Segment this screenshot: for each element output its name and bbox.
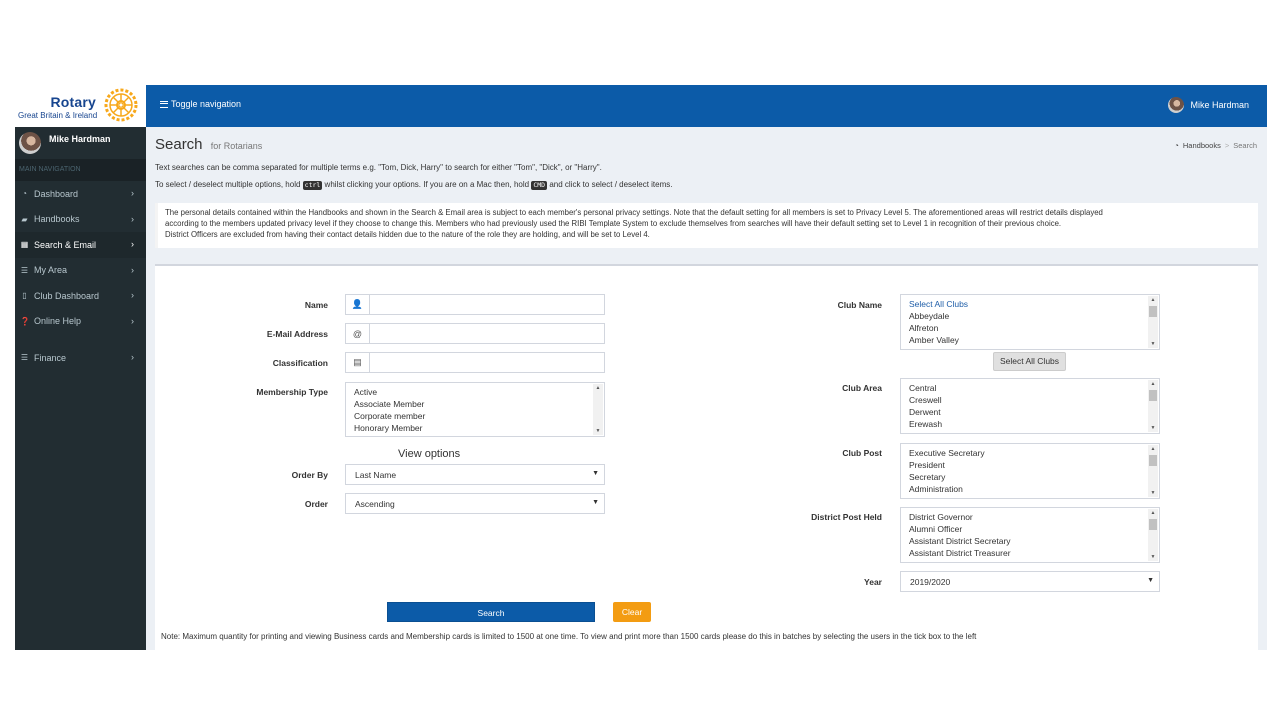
breadcrumb-home-link[interactable]: Handbooks — [1182, 141, 1221, 150]
chevron-right-icon: › — [131, 352, 134, 362]
scrollbar[interactable] — [593, 384, 603, 435]
building-icon: ▯ — [22, 291, 27, 301]
user-menu[interactable] — [1168, 97, 1249, 113]
classification-input[interactable] — [370, 353, 604, 372]
name-input[interactable] — [370, 295, 604, 314]
app-window — [15, 85, 1267, 650]
sidebar-item-label: Club Dashboard — [34, 290, 100, 301]
caret-down-icon: ▼ — [592, 470, 599, 477]
scroll-down-icon: ▼ — [1150, 554, 1156, 560]
sidebar-item-my-area[interactable] — [15, 258, 146, 284]
privacy-line: District Officers are excluded from having their contact details hidden due to the nature of the role they are holding, and will be set to Level 4. — [165, 230, 650, 239]
page-title-text: Search — [155, 136, 203, 153]
membership-option[interactable]: Honorary Member — [354, 423, 423, 433]
at-icon: @ — [346, 324, 370, 343]
main-content — [146, 127, 1267, 650]
multiselect-hint — [155, 180, 673, 190]
avatar — [1168, 97, 1184, 113]
district-post-option[interactable]: District Governor — [909, 512, 973, 522]
toggle-navigation-label: Toggle navigation — [171, 99, 242, 109]
sidebar-item-label: Dashboard — [34, 188, 79, 199]
chevron-right-icon: › — [131, 315, 134, 326]
privacy-line: according to the members updated privacy level if they choose to change this. Members who had previously used the RIBI Template System to exclude themselves from searches will have their default setting set to Level 1 in recognition of their previous choice. — [165, 219, 1062, 228]
scroll-thumb[interactable] — [1149, 519, 1157, 530]
sidebar-item-label: Online Help — [34, 316, 82, 327]
breadcrumb-current: Search — [1233, 141, 1257, 150]
scroll-up-icon: ▲ — [1150, 297, 1156, 303]
select-all-clubs-button[interactable]: Select All Clubs — [993, 352, 1066, 371]
search-hint-text: Text searches can be comma separated for multiple terms e.g. "Tom, Dick, Harry" to search for either "Tom", "Dick", or "Harry". — [155, 163, 602, 172]
club-post-option[interactable]: President — [909, 460, 945, 470]
search-button[interactable]: Search — [387, 602, 595, 622]
order-by-label: Order By — [291, 470, 328, 480]
email-input[interactable] — [370, 324, 604, 343]
scrollbar[interactable] — [1148, 296, 1158, 348]
scroll-up-icon: ▲ — [1150, 510, 1156, 516]
scroll-down-icon: ▼ — [1150, 341, 1156, 347]
order-select[interactable] — [345, 493, 605, 514]
district-post-option[interactable]: Assistant District Treasurer — [909, 548, 1011, 558]
sidebar-item-label: Handbooks — [34, 214, 80, 225]
club-name-label: Club Name — [837, 300, 882, 310]
email-field[interactable] — [345, 323, 605, 344]
book-icon: ▰ — [21, 214, 28, 224]
club-area-option[interactable]: Erewash — [909, 419, 943, 429]
chevron-right-icon: › — [131, 264, 134, 275]
scrollbar[interactable] — [1148, 445, 1158, 497]
classification-field[interactable] — [345, 352, 605, 373]
privacy-line: The personal details contained within the Handbooks and shown in the Search & Email area is subject to each member's personal privacy settings. Note that the default setting for all members is set to Privacy Level 5. The aforementioned areas will restrict details displayed — [165, 208, 1103, 217]
cmd-key-badge: CMD — [533, 181, 546, 189]
order-label: Order — [304, 499, 328, 509]
table-icon: ▦ — [20, 240, 29, 250]
chevron-right-icon: › — [131, 188, 134, 198]
sidebar-item-club-dashboard[interactable] — [15, 283, 146, 309]
scroll-thumb[interactable] — [1149, 455, 1157, 466]
district-post-option[interactable]: Assistant District Secretary — [909, 536, 1011, 546]
name-field[interactable] — [345, 294, 605, 315]
sidebar-item-search-email[interactable] — [15, 232, 146, 258]
question-circle-icon: ❓ — [20, 316, 30, 326]
page-subtitle: for Rotarians — [210, 141, 263, 151]
dashboard-icon: ◔ — [1174, 141, 1179, 150]
scroll-down-icon: ▼ — [1150, 490, 1156, 496]
order-value: Ascending — [355, 499, 395, 509]
search-form-card — [155, 264, 1258, 650]
club-option[interactable]: Amber Valley — [909, 335, 959, 345]
sidebar-item-finance[interactable] — [15, 345, 146, 371]
club-name-listbox[interactable] — [900, 294, 1160, 350]
order-by-value: Last Name — [355, 470, 397, 480]
name-label: Name — [304, 300, 328, 310]
chevron-right-icon: › — [131, 290, 134, 300]
top-navbar — [146, 85, 1267, 127]
database-icon: ☰ — [20, 353, 29, 363]
sidebar-item-label: Search & Email — [34, 239, 97, 250]
club-post-label: Club Post — [842, 448, 882, 458]
club-area-option[interactable]: Creswell — [909, 395, 942, 405]
scrollbar[interactable] — [1148, 380, 1158, 432]
sidebar-user-panel — [15, 127, 146, 159]
brand-subtitle: Great Britain & Ireland — [18, 111, 98, 120]
scroll-up-icon: ▲ — [1150, 381, 1156, 387]
caret-down-icon: ▼ — [592, 499, 599, 506]
sidebar-item-dashboard[interactable] — [15, 181, 146, 207]
toggle-navigation-button[interactable] — [160, 99, 241, 109]
scroll-down-icon: ▼ — [1150, 425, 1156, 431]
chevron-right-icon: › — [131, 239, 134, 249]
hint-text: and click to select / deselect items. — [549, 180, 673, 189]
privacy-notice — [155, 203, 1258, 248]
order-by-select[interactable] — [345, 464, 605, 485]
membership-type-label: Membership Type — [256, 387, 328, 397]
sidebar-item-label: My Area — [34, 265, 68, 276]
database-icon: ☰ — [20, 265, 29, 275]
rotary-logo[interactable] — [15, 85, 146, 127]
club-area-option[interactable]: Derwent — [909, 407, 941, 417]
user-icon: 👤 — [346, 295, 370, 314]
year-select[interactable] — [900, 571, 1160, 592]
sidebar-item-handbooks[interactable] — [15, 207, 146, 233]
classification-label: Classification — [272, 358, 328, 368]
year-value: 2019/2020 — [910, 577, 951, 587]
club-option[interactable]: Abbeydale — [909, 311, 950, 321]
clear-button[interactable]: Clear — [613, 602, 651, 622]
membership-option[interactable]: Active — [354, 387, 378, 397]
club-post-option[interactable]: Secretary — [909, 472, 946, 482]
ctrl-key-badge: ctrl — [304, 181, 321, 189]
membership-type-listbox[interactable] — [345, 382, 605, 437]
club-area-label: Club Area — [842, 383, 882, 393]
scroll-up-icon: ▲ — [1150, 446, 1156, 452]
scroll-down-icon: ▼ — [595, 428, 601, 434]
scroll-thumb[interactable] — [1149, 306, 1157, 317]
hint-text: To select / deselect multiple options, hold — [155, 180, 301, 189]
page-title — [155, 136, 262, 153]
hamburger-icon — [160, 101, 168, 108]
year-label: Year — [864, 577, 882, 587]
district-post-option[interactable]: Alumni Officer — [909, 524, 963, 534]
brand-name: Rotary — [50, 94, 96, 110]
membership-option[interactable]: Corporate member — [354, 411, 426, 421]
rotary-wheel-icon — [101, 85, 141, 125]
club-post-listbox[interactable] — [900, 443, 1160, 499]
dashboard-icon: ◔ — [22, 189, 27, 199]
sidebar-header: MAIN NAVIGATION — [15, 159, 146, 181]
scrollbar[interactable] — [1148, 509, 1158, 561]
caret-down-icon: ▼ — [1147, 577, 1154, 584]
sidebar-user-name: Mike Hardman — [49, 134, 111, 144]
avatar — [19, 132, 41, 154]
club-area-option[interactable]: Central — [909, 383, 937, 393]
sidebar — [15, 127, 146, 650]
user-name: Mike Hardman — [1190, 100, 1249, 110]
breadcrumb-separator: > — [1224, 141, 1230, 150]
email-label: E-Mail Address — [266, 329, 328, 339]
club-post-option[interactable]: Administration — [909, 484, 963, 494]
chevron-right-icon: › — [131, 213, 134, 224]
club-area-listbox[interactable] — [900, 378, 1160, 434]
scroll-thumb[interactable] — [1149, 390, 1157, 401]
club-post-option[interactable]: Executive Secretary — [909, 448, 985, 458]
sidebar-item-label: Finance — [34, 352, 67, 363]
club-option[interactable]: Select All Clubs — [909, 299, 969, 309]
district-post-label: District Post Held — [811, 512, 882, 522]
breadcrumb — [1174, 141, 1257, 150]
hint-text: whilst clicking your options. If you are on a Mac then, hold — [324, 180, 530, 189]
sidebar-item-online-help[interactable] — [15, 309, 146, 335]
calculator-icon: ▤ — [346, 353, 370, 372]
view-options-heading: View options — [398, 448, 461, 460]
club-option[interactable]: Alfreton — [909, 323, 939, 333]
membership-option[interactable]: Associate Member — [354, 399, 425, 409]
scroll-up-icon: ▲ — [595, 385, 601, 391]
card-limit-note: Note: Maximum quantity for printing and viewing Business cards and Membership cards is limited to 1500 at one time. To view and print more than 1500 cards please do this in batches by selecting the users in the tick box to the left — [161, 632, 977, 641]
district-post-listbox[interactable] — [900, 507, 1160, 563]
